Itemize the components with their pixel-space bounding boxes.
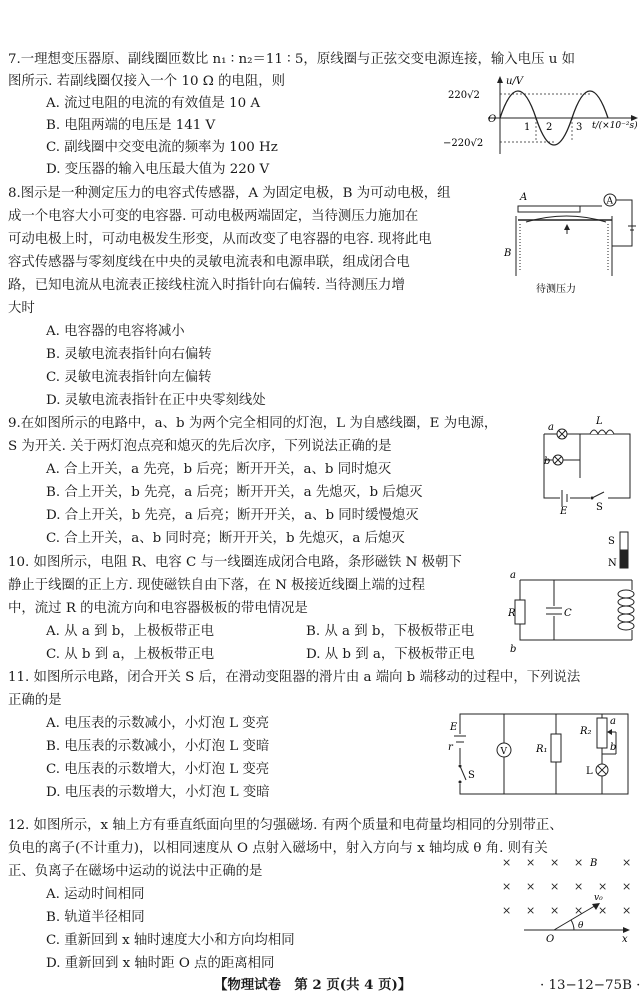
- q7-option-c: C. 副线圈中交变电流的频率为 100 Hz: [46, 140, 278, 155]
- q10-stem-3: 中，流过 R 的电流方向和电容器极板的带电情况是: [8, 601, 308, 616]
- field-cross: ×: [526, 880, 536, 893]
- q7-stem-2: 图所示. 若副线圈仅接入一个 10 Ω 的电阻，则: [8, 74, 286, 89]
- q11-stem-2: 正确的是: [8, 693, 62, 708]
- q8-caption: 待测压力: [536, 284, 576, 295]
- rheostat-lamp-circuit: [446, 704, 640, 808]
- q11-label-b: b: [610, 742, 617, 753]
- q10-label-c: C: [564, 608, 572, 619]
- q7-option-b: B. 电阻两端的电压是 141 V: [46, 118, 216, 133]
- q12-label-b: B: [590, 858, 598, 869]
- q8-label-a: A: [520, 192, 528, 203]
- q11-label-r1: R₁: [536, 744, 548, 755]
- q12-stem-3: 正、负离子在磁场中运动的说法中正确的是: [8, 864, 263, 879]
- q10-stem-1: 10. 如图所示，电阻 R、电容 C 与一线圈连成闭合电路，条形磁铁 N 极朝下: [8, 555, 462, 570]
- q11-label-a: a: [610, 716, 616, 727]
- q10-label-n: N: [608, 558, 617, 569]
- q10-label-s: S: [608, 536, 615, 547]
- field-cross: ×: [550, 856, 560, 869]
- capacitive-sensor-figure: [502, 186, 640, 298]
- field-cross: ×: [550, 880, 560, 893]
- q10-label-r: R: [508, 608, 516, 619]
- q8-label-b: B: [504, 248, 512, 259]
- field-cross: ×: [598, 904, 608, 917]
- q8-option-b: B. 灵敏电流表指针向右偏转: [46, 347, 212, 362]
- q7-option-d: D. 变压器的输入电压最大值为 220 V: [46, 162, 270, 177]
- q9-stem-2: S 为开关. 关于两灯泡点亮和熄灭的先后次序，下列说法正确的是: [8, 439, 392, 454]
- field-cross: ×: [502, 880, 512, 893]
- q7-tick-3: 3: [576, 122, 583, 133]
- q10-option-a: A. 从 a 到 b，上极板带正电: [46, 624, 215, 639]
- q11-label-s: S: [468, 770, 475, 781]
- footer-title: 【物理试卷 第 2 页(共 4 页)】: [214, 977, 412, 993]
- q11-voltmeter-label: V: [500, 747, 507, 757]
- field-cross: ×: [526, 904, 536, 917]
- q11-label-r: r: [448, 742, 453, 753]
- page-footer: [0, 976, 644, 998]
- q9-label-s: S: [596, 502, 603, 513]
- q12-option-d: D. 重新回到 x 轴时距 O 点的距离相同: [46, 956, 275, 971]
- q9-label-a: a: [548, 422, 554, 433]
- q11-label-e: E: [450, 722, 458, 733]
- q11-option-b: B. 电压表的示数减小，小灯泡 L 变暗: [46, 739, 270, 754]
- field-cross: ×: [622, 880, 632, 893]
- field-cross: ×: [574, 904, 584, 917]
- field-crosses: [502, 856, 631, 917]
- q11-option-c: C. 电压表的示数增大，小灯泡 L 变亮: [46, 762, 270, 777]
- q10-option-c: C. 从 b 到 a，上极板带正电: [46, 647, 215, 662]
- field-cross: ×: [622, 904, 632, 917]
- q7-ylabel: u/V: [506, 76, 524, 87]
- q10-option-b: B. 从 a 到 b，下极板带正电: [306, 624, 475, 639]
- q8-ammeter-label: A: [606, 196, 613, 207]
- footer-code: · 13−12−75B ·: [540, 978, 641, 993]
- q9-label-e: E: [560, 506, 568, 516]
- voltage-sine-graph: [440, 72, 640, 162]
- q12-stem-1: 12. 如图所示，x 轴上方有垂直纸面向里的匀强磁场. 有两个质量和电荷量均相同的分别带正、: [8, 818, 563, 833]
- q12-option-c: C. 重新回到 x 轴时速度大小和方向均相同: [46, 933, 295, 948]
- field-cross: ×: [526, 856, 536, 869]
- q9-option-c: C. 合上开关，a、b 同时亮；断开开关，b 先熄灭，a 后熄灭: [46, 531, 405, 546]
- q11-label-l: L: [586, 766, 593, 777]
- field-cross: ×: [502, 904, 512, 917]
- field-cross: ×: [598, 880, 608, 893]
- q9-option-b: B. 合上开关，b 先亮，a 后亮；断开开关，a 先熄灭，b 后熄灭: [46, 485, 423, 500]
- q8-stem-1: 8.图示是一种测定压力的电容式传感器，A 为固定电极，B 为可动电极，组: [8, 186, 451, 201]
- field-cross: ×: [574, 880, 584, 893]
- q7-ymin: −220√2: [443, 138, 484, 149]
- q8-option-d: D. 灵敏电流表指针在正中央零刻线处: [46, 393, 266, 408]
- q8-stem-3: 可动电极上时，可动电极发生形变，从而改变了电容器的电容. 现将此电: [8, 232, 432, 247]
- q8-stem-6: 大时: [8, 301, 35, 316]
- q9-label-l: L: [596, 416, 603, 427]
- q8-stem-2: 成一个电容大小可变的电容器. 可动电极两端固定，当待测压力施加在: [8, 209, 419, 224]
- magnetic-field-figure: [494, 852, 638, 946]
- q8-stem-4: 容式传感器与零刻度线在中央的灵敏电流表和电源串联，组成闭合电: [8, 255, 410, 270]
- rc-coil-magnet-figure: [508, 528, 642, 658]
- q9-option-d: D. 合上开关，b 先亮，a 后亮；断开开关，a、b 同时缓慢熄灭: [46, 508, 419, 523]
- q10-label-b: b: [510, 644, 517, 655]
- q9-option-a: A. 合上开关，a 先亮，b 后亮；断开开关，a、b 同时熄灭: [46, 462, 392, 477]
- q11-stem-1: 11. 如图所示电路，闭合开关 S 后，在滑动变阻器的滑片由 a 端向 b 端移动的过程中，下列说法: [8, 670, 581, 685]
- q12-label-theta: θ: [578, 921, 584, 931]
- q10-stem-2: 静止于线圈的正上方. 现使磁铁自由下落，在 N 极接近线圈上端的过程: [8, 578, 426, 593]
- q8-stem-5: 路，已知电流从电流表正接线柱流入时指针向右偏转. 当待测压力增: [8, 278, 405, 293]
- q7-stem-1: 7.一理想变压器原、副线圈匝数比 n₁ ∶ n₂＝11 ∶ 5，原线圈与正弦交变电源连接，输入电压 u 如: [8, 52, 575, 67]
- q11-option-d: D. 电压表的示数增大，小灯泡 L 变暗: [46, 785, 270, 800]
- q11-option-a: A. 电压表的示数减小，小灯泡 L 变亮: [46, 716, 270, 731]
- field-cross: ×: [550, 904, 560, 917]
- q12-option-b: B. 轨道半径相同: [46, 910, 145, 925]
- field-cross: ×: [622, 856, 632, 869]
- q10-option-d: D. 从 b 到 a，下极板带正电: [306, 647, 475, 662]
- q7-xlabel: t/(×10⁻²s): [592, 121, 638, 131]
- q9-stem-1: 9.在如图所示的电路中，a、b 为两个完全相同的灯泡，L 为自感线圈，E 为电源，: [8, 416, 498, 431]
- inductor-lamp-circuit: [534, 416, 640, 516]
- q12-label-v0: v₀: [594, 893, 603, 903]
- field-cross: ×: [574, 856, 584, 869]
- field-cross: ×: [502, 856, 512, 869]
- q12-label-o: O: [546, 934, 555, 945]
- q7-ymax: 220√2: [448, 90, 480, 101]
- q7-tick-1: 1: [524, 122, 531, 133]
- q11-label-r2: R₂: [580, 726, 592, 737]
- q10-label-a: a: [510, 570, 516, 581]
- q7-option-a: A. 流过电阻的电流的有效值是 10 A: [46, 96, 261, 111]
- q7-tick-2: 2: [546, 122, 553, 133]
- q12-stem-2: 负电的离子(不计重力)，以相同速度从 O 点射入磁场中，射入方向与 x 轴均成 θ 角. 则有关: [8, 841, 548, 856]
- q12-label-x: x: [622, 934, 628, 945]
- q7-origin: O: [488, 114, 497, 125]
- q12-option-a: A. 运动时间相同: [46, 887, 145, 902]
- q9-label-b: b: [544, 456, 551, 467]
- q8-option-a: A. 电容器的电容将减小: [46, 324, 185, 339]
- q8-option-c: C. 灵敏电流表指针向左偏转: [46, 370, 212, 385]
